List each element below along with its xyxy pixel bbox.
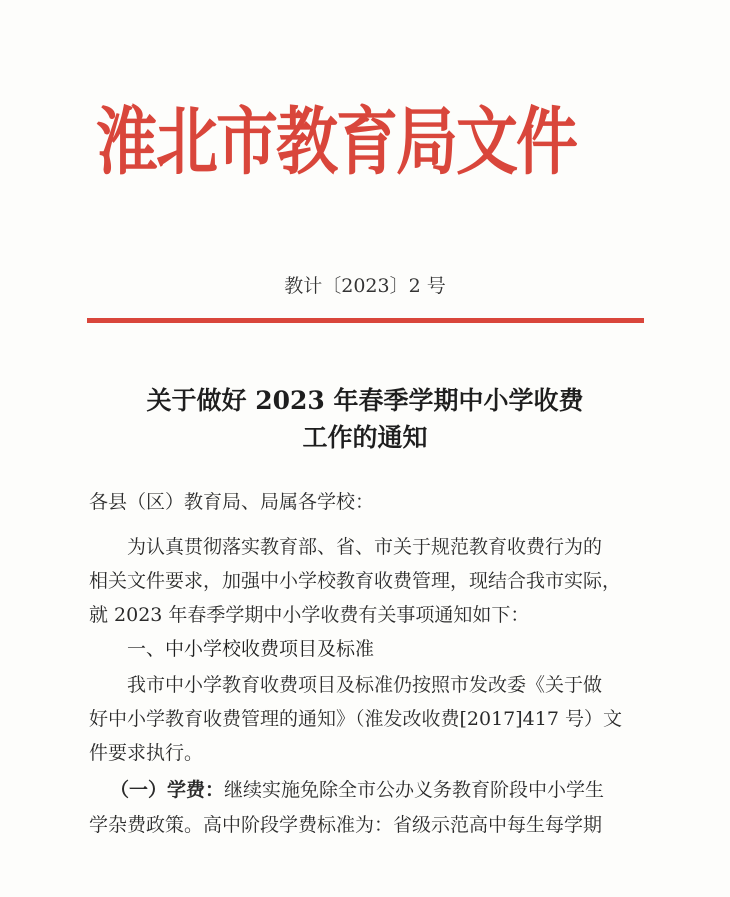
section-1-line-1: 我市中小学教育收费项目及标准仍按照市发改委《关于做 xyxy=(127,674,603,696)
intro-line-3: 就 2023 年春季学期中小学收费有关事项通知如下： xyxy=(89,604,530,626)
intro-line-1: 为认真贯彻落实教育部、省、市关于规范教育收费行为的 xyxy=(127,536,603,558)
section-1-line-2: 好中小学教育收费管理的通知》（淮发改收费[2017]417 号）文 xyxy=(89,708,622,730)
red-divider-line xyxy=(87,318,644,323)
document-header-title: 淮北市教育局文件 xyxy=(96,98,577,185)
subject-title-line-2: 工作的通知 xyxy=(302,423,428,452)
item-1-line-1 xyxy=(110,777,604,803)
section-1-line-3: 件要求执行。 xyxy=(89,742,204,764)
recipient-line: 各县（区）教育局、局属各学校： xyxy=(89,491,375,513)
item-1-label: （一）学费： xyxy=(110,779,225,801)
intro-line-2: 相关文件要求，加强中小学校教育收费管理，现结合我市实际， xyxy=(89,570,622,592)
section-1-heading: 一、中小学校收费项目及标准 xyxy=(127,638,375,660)
document-number: 教计〔2023〕2 号 xyxy=(284,275,446,297)
item-1-text: 继续实施免除全市公办义务教育阶段中小学生 xyxy=(224,779,605,801)
item-1-line-2: 学杂费政策。高中阶段学费标准为：省级示范高中每生每学期 xyxy=(89,814,603,836)
subject-title-line-1: 关于做好 2023 年春季学期中小学收费 xyxy=(146,386,584,415)
